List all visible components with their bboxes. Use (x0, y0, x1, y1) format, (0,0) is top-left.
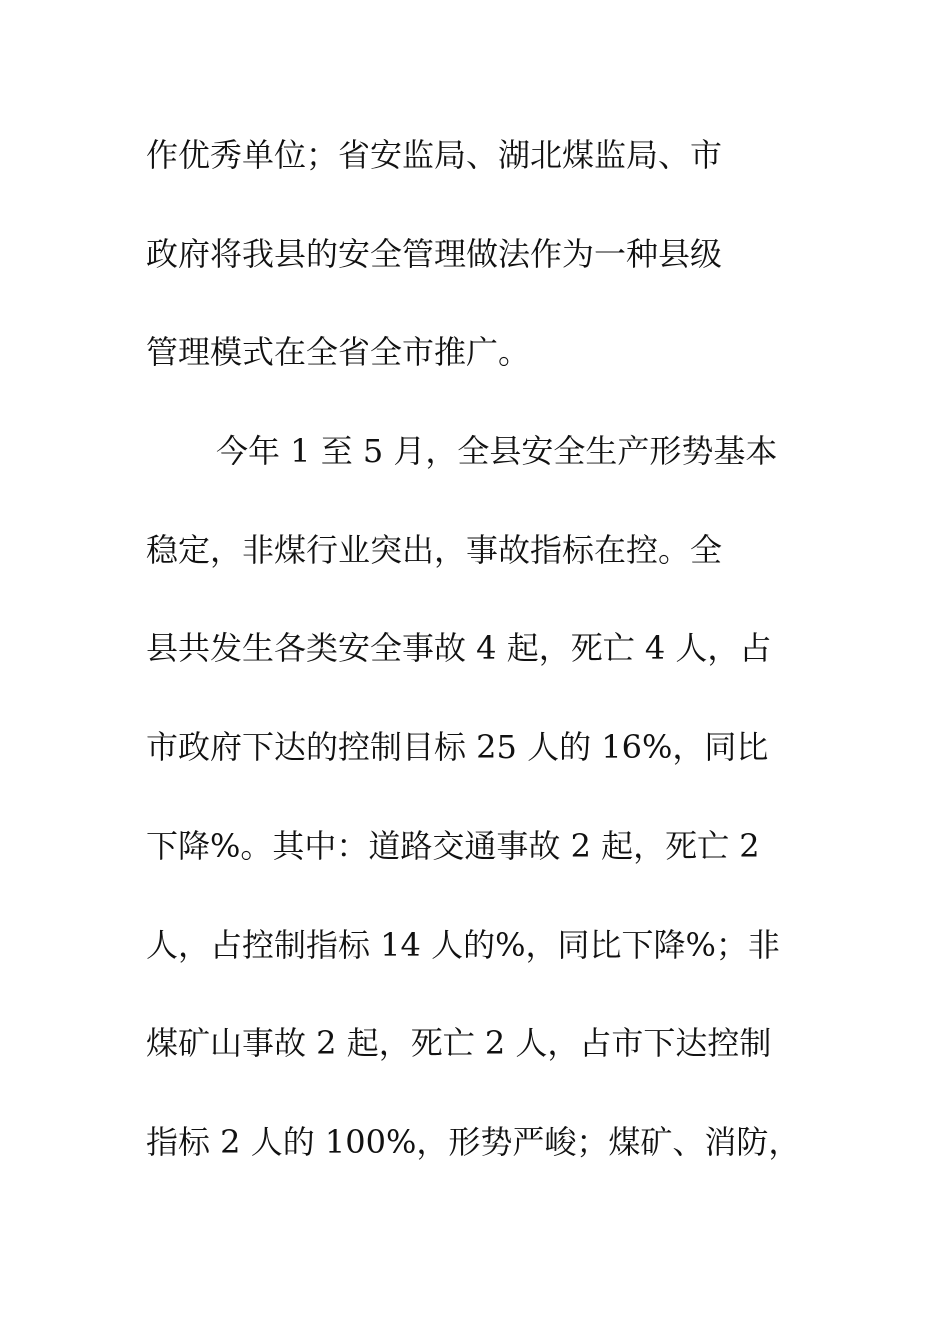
text-line: 管理模式在全省全市推广。 (146, 333, 531, 372)
paragraph-first-line: 今年 1 至 5 月，全县安全生产形势基本 (216, 432, 778, 471)
text-line: 稳定，非煤行业突出，事故指标在控。全 (146, 530, 723, 569)
text-line: 市政府下达的控制目标 25 人的 16%，同比 (146, 728, 769, 767)
text-line: 政府将我县的安全管理做法作为一种县级 (146, 234, 723, 273)
text-line: 下降%。其中：道路交通事故 2 起，死亡 2 (146, 826, 760, 865)
body-text (146, 128, 811, 1214)
text-line: 作优秀单位；省安监局、湖北煤监局、市 (146, 136, 723, 174)
text-line: 人，占控制指标 14 人的%，同比下降%；非 (146, 925, 780, 964)
text-line: 指标 2 人的 100%，形势严峻；煤矿、消防， (146, 1122, 801, 1161)
text-line: 县共发生各类安全事故 4 起，死亡 4 人，占 (146, 629, 772, 668)
text-line: 煤矿山事故 2 起，死亡 2 人，占市下达控制 (146, 1024, 772, 1063)
